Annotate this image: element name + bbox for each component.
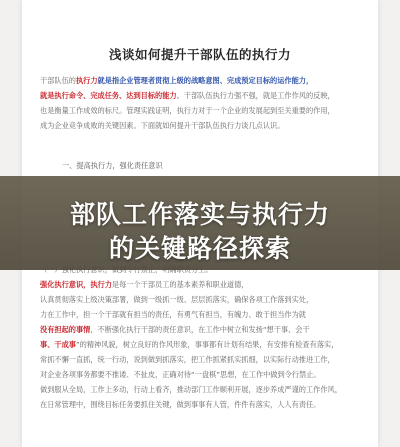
body-text: 认真贯彻落实上级决策部署，做到一级抓一级、层层抓落实，确保各项工作落到实处， — [40, 295, 314, 304]
emphasis-text: 就是指企业管理者贯彻上级的战略意图、完成预定目标的运作能力， — [97, 76, 314, 85]
body-text: 成为企业竞争成败的关键因素。下面就如何提升干部队伍执行力谈几点认识。 — [40, 121, 285, 130]
highlight-text: 没有担起的事情 — [40, 325, 91, 334]
document-line — [40, 103, 360, 118]
body-text: 做到服从全局，工作上多动，行动上看齐，推动部门工作顺利开展，逐步养成严谨的工作作风， — [40, 385, 342, 394]
body-text: 是每一个干部员工的基本素养和职业道德， — [111, 280, 249, 289]
body-text: 也是衡量工作成效的标尺。管理实践证明，执行力对于一个企业的发展起到至关重要的作用， — [40, 106, 335, 115]
body-text: ，不断强化执行干部的责任意识，在工作中树立和发扬“想干事、会干 — [90, 325, 310, 334]
document-line — [40, 118, 360, 133]
document-line — [40, 397, 360, 412]
document-line — [40, 352, 360, 367]
body-text: ”的精神风貌，树立良好的作风形象，事事都有计划有结果，有安排有检查有落实， — [75, 340, 339, 349]
document-line — [40, 322, 360, 337]
document-line — [40, 307, 360, 322]
document-line — [40, 292, 360, 307]
highlight-text: 就是执行命令、完成任务、达到目标的能力 — [40, 91, 177, 100]
banner-title-line-2: 的关键路径探索 — [108, 234, 291, 263]
document-line — [40, 277, 360, 292]
document-line — [40, 88, 360, 103]
highlight-text: 事、干成事 — [40, 340, 76, 349]
banner-title-line-1: 部队工作落实与执行力 — [69, 200, 330, 229]
body-text: 对企业各项事务都要不推诿、不扯皮，正确对待“一盘棋”思想，在工作中做到令行禁止。 — [40, 370, 321, 379]
highlight-text: 强化执行意识，执行力 — [40, 280, 112, 289]
highlight-text: 执行力 — [75, 76, 98, 85]
body-text: 常抓不懈一直抓，统一行动，说到做到抓落实，把工作抓紧抓实抓细，以实际行动推进工作， — [40, 355, 335, 364]
document-line — [40, 367, 360, 382]
body-text: 。干部队伍执行力强不强，就是工作作风的反映， — [176, 91, 335, 100]
document-title: 浅谈如何提升干部队伍的执行力 — [108, 47, 291, 62]
body-text: 在日常管理中，围绕目标任务要抓住关键，做到事事有人管，件件有落实，人人有责任。 — [40, 400, 321, 409]
body-text: 力在工作中，担一个干部就有担当的责任，有勇气有担当，有魄力、敢于担当作为就 — [40, 310, 306, 319]
document-line — [40, 337, 360, 352]
body-text: 干部队伍的 — [40, 76, 76, 85]
document-line — [40, 382, 360, 397]
lower-paragraph — [40, 262, 360, 412]
section-heading: 一、提高执行力，强化责任意识 — [62, 161, 163, 170]
upper-paragraph — [40, 73, 360, 133]
document-line — [40, 73, 360, 88]
